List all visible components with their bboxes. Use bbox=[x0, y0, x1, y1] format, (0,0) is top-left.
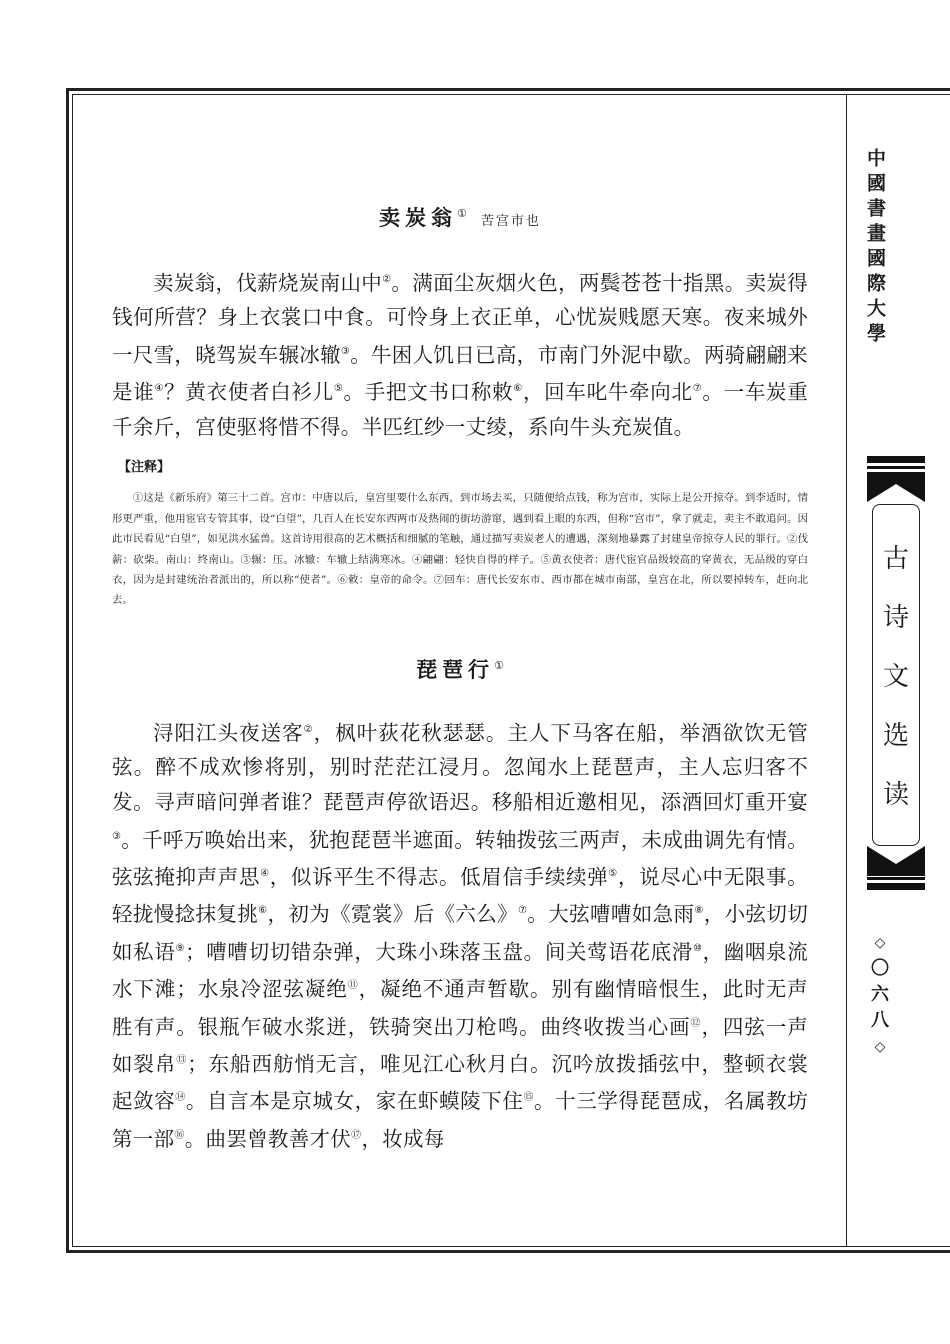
page-number-digit: 〇 bbox=[871, 958, 889, 979]
poem1-text bbox=[112, 263, 808, 444]
footnote-mark: ⑤ bbox=[333, 383, 344, 395]
text-segment: ；东船西舫悄无言，唯见江心秋月白。沉吟放拨插弦中，整顿衣裳起敛容 bbox=[112, 1051, 809, 1114]
book-title-char: 文 bbox=[882, 662, 909, 692]
footnote-mark: ⑭ bbox=[175, 1092, 186, 1104]
footnote-mark: ③ bbox=[340, 346, 351, 358]
footnote-mark: ② bbox=[382, 274, 392, 285]
book-title-char: 选 bbox=[882, 721, 909, 751]
text-segment: ，说尽心中无限事。轻拢慢捻抹复挑 bbox=[112, 864, 808, 927]
text-segment: ，似诉平生不得志。低眉信手续续弹 bbox=[269, 864, 609, 889]
text-segment: 。满面尘灰烟火色，两鬓苍苍十指黑。卖炭得钱何所营？身上衣裳口中食。可怜身上衣正单，心忧炭贱愿天寒。夜来城外一尺雪，晓驾炭车辗冰辙 bbox=[112, 270, 809, 367]
text-segment: 。手把文书口称敕 bbox=[343, 380, 514, 405]
footnote-mark: ③ bbox=[112, 830, 122, 842]
text-segment: ，回车叱牛牵向北 bbox=[522, 380, 693, 405]
text-segment: 。一车炭重千余斤，宫使驱将惜不得。半匹红纱一丈绫，系向牛头充炭值。 bbox=[112, 380, 809, 439]
footnote-mark: ⑯ bbox=[174, 1129, 185, 1141]
text-segment: ，四弦一声如裂帛 bbox=[112, 1014, 808, 1076]
text-segment: ；嘈嘈切切错杂弹，大珠小珠落玉盘。间关莺语花底滑 bbox=[185, 939, 693, 964]
text-segment: ？黄衣使者白衫儿 bbox=[164, 380, 334, 405]
poem2-text bbox=[112, 713, 808, 1156]
book-title bbox=[872, 530, 920, 825]
text-segment: 。曲罢曾教善才伏 bbox=[184, 1126, 352, 1151]
poem1-title-note: ① bbox=[457, 207, 467, 220]
footnote-mark: ④ bbox=[260, 867, 270, 879]
text-segment: ，小弦切切如私语 bbox=[112, 902, 809, 964]
series-title: 中國書畫國際大學 bbox=[864, 148, 886, 348]
footnote-mark: ⑦ bbox=[518, 905, 528, 917]
text-segment: ，初为《霓裳》后《六么》 bbox=[267, 902, 518, 927]
ornament-bar-top bbox=[867, 456, 925, 463]
footnote-mark: ⑬ bbox=[176, 1055, 188, 1067]
text-segment: 卖炭翁，伐薪烧炭南山中 bbox=[153, 270, 383, 295]
footnote-mark: ⑦ bbox=[692, 383, 703, 395]
footnote-mark: ⑩ bbox=[692, 942, 703, 954]
text-segment: ，枫叶荻花秋瑟瑟。主人下马客在船，举酒欲饮无管弦。醉不成欢惨将别，别时茫茫江浸月。忽闻水上琵琶声，主人忘归客不发。寻声暗问弹者谁？琵琶声停欲语迟。移船相近邀相见，添酒回灯重开宴 bbox=[112, 720, 808, 814]
footnote-mark: ⑤ bbox=[608, 867, 618, 879]
footnote-mark: ⑥ bbox=[258, 905, 268, 917]
text-segment: 。十三学得琵琶成，名属教坊第一部 bbox=[112, 1089, 808, 1151]
footnote-mark: ⑥ bbox=[513, 383, 523, 395]
footnote-mark: ② bbox=[303, 723, 314, 735]
ornament-bar-bottom bbox=[867, 883, 925, 890]
notes-heading: 【注释】 bbox=[118, 460, 171, 476]
footnote-mark: ⑮ bbox=[523, 1092, 535, 1104]
poem2-title-text: 琵琶行 bbox=[416, 657, 495, 682]
footnote-mark: ④ bbox=[154, 383, 165, 395]
text-segment: ，凝绝不通声暂歇。别有幽情暗恨生，此时无声胜有声。银瓶乍破水浆迸，铁骑突出刀枪鸣。曲终收拨当心画 bbox=[112, 977, 808, 1039]
footnote-mark: ⑧ bbox=[694, 905, 704, 917]
text-segment: 。千呼万唤始出来，犹抱琵琶半遮面。转轴拨弦三两声，未成曲调先有情。弦弦掩抑声声思 bbox=[112, 827, 808, 889]
notes-text: ①这是《新乐府》第三十二首。宫市：中唐以后，皇宫里要什么东西，到市场去买，只随便给点钱，称为宫市，实际上是公开掠夺。到李适时，情形更严重，他用宦官专管其事，设“白望”，几百人在长安东西两市及热闹的街坊游窜，遇到看上眼的东西，但称“宫市”，拿了就走，卖主不敢追问。因此市民看见“白望”，如见洪水猛兽。这首诗用很高的艺术概括和细腻的笔触，通过描写卖炭老人的遭遇，深刻地暴露了封建皇帝掠夺人民的罪行。②伐薪：砍柴。南山：终南山。③辗：压。冰辙：车辙上结满寒冰。④翩翩：轻快自得的样子。⑤黄衣使者：唐代宦官品级较高的穿黄衣，无品级的穿白衣，因为是封建统治者派出的，所以称“使者”。⑥敕：皇帝的命令。⑦回车：唐代长安东市、西市都在城市南部，皇宫在北，所以要掉转车，赶向北去。 bbox=[112, 492, 808, 607]
footnote-mark: ⑨ bbox=[175, 942, 186, 954]
footnote-mark: ⑫ bbox=[690, 1017, 702, 1029]
footnote-mark: ⑪ bbox=[347, 980, 359, 992]
text-segment: 浔阳江头夜送客 bbox=[153, 720, 304, 745]
poem2-title-note: ① bbox=[494, 658, 504, 672]
ornament-bar-bottom-thin bbox=[867, 877, 925, 880]
text-segment: 。自言本是京城女，家在虾蟆陵下住 bbox=[185, 1089, 524, 1114]
poem1-subtitle: 苦宫市也 bbox=[480, 214, 541, 229]
text-segment: 。大弦嘈嘈如急雨 bbox=[527, 902, 695, 927]
page-number bbox=[866, 930, 894, 1060]
diamond-icon: ◇ bbox=[874, 935, 886, 951]
book-title-char: 读 bbox=[882, 780, 909, 810]
page-number-digit: 六 bbox=[871, 984, 889, 1005]
page-number-digit: 八 bbox=[871, 1010, 889, 1031]
text-segment: ，幽咽泉流水下滩；水泉冷涩弦凝绝 bbox=[112, 939, 808, 1002]
sidebar-divider bbox=[846, 94, 847, 1247]
text-segment: ，妆成每 bbox=[361, 1126, 445, 1151]
text-segment: 。牛困人饥日已高，市南门外泥中歇。两骑翩翩来是谁 bbox=[112, 342, 808, 405]
diamond-icon: ◇ bbox=[874, 1039, 886, 1055]
main-content bbox=[112, 195, 808, 1156]
book-title-char: 诗 bbox=[882, 603, 909, 633]
ornament-bar-top-thin bbox=[867, 466, 925, 469]
poem1-title-text: 卖炭翁 bbox=[379, 206, 458, 230]
footnote-mark: ⑰ bbox=[351, 1129, 362, 1141]
poem2-title bbox=[112, 647, 808, 689]
book-title-char: 古 bbox=[882, 544, 909, 574]
poem1-title bbox=[112, 195, 808, 241]
